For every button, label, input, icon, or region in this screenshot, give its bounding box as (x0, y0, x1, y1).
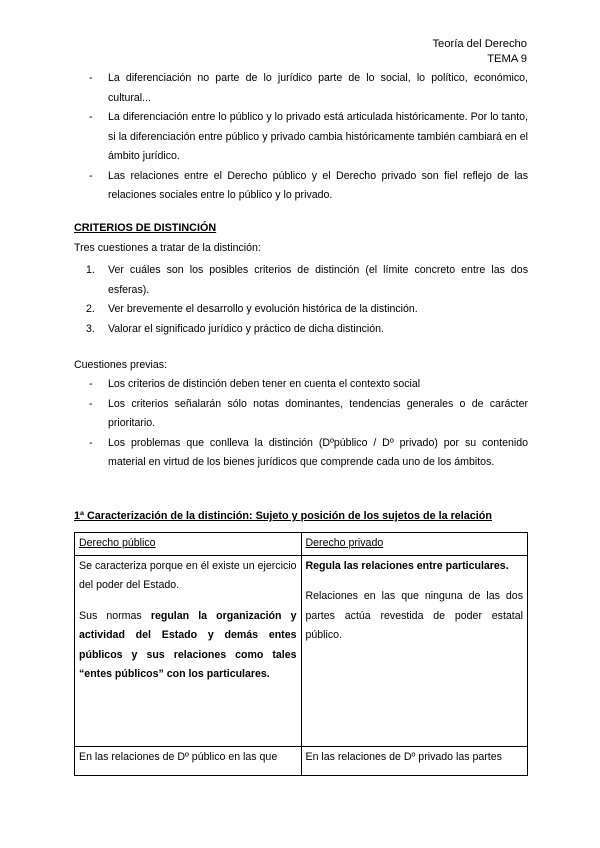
previas-lead: Cuestiones previas: (74, 359, 168, 371)
header-topic: TEMA 9 (487, 53, 527, 65)
table-row (75, 555, 528, 746)
private-law-cell (301, 555, 528, 746)
table-header-row (75, 533, 528, 556)
header-course: Teoría del Derecho (432, 38, 527, 50)
numbered-list (74, 261, 528, 339)
list-item: 1. Ver cuáles son los posibles criterios de distinción (el límite concreto entre las dos esferas). (86, 264, 528, 296)
table-title: 1ª Caracterización de la distinción: Sujeto y posición de los sujetos de la relación (74, 510, 492, 522)
list-item: - Los criterios de distinción deben tener en cuenta el contexto social (89, 378, 421, 390)
list-item: - Los criterios señalarán sólo notas dominantes, tendencias generales o de carácter prioritario. (89, 397, 528, 429)
column-header-public: Derecho público (75, 533, 302, 556)
section-lead: Tres cuestiones a tratar de la distinción: (74, 242, 261, 254)
previas-bullet-list (74, 375, 528, 473)
page-header (432, 37, 527, 67)
intro-bullet-list (74, 69, 528, 206)
section-title: CRITERIOS DE DISTINCIÓN (74, 222, 217, 234)
public-law-definition: Se caracteriza porque en él existe un ejercicio del poder del Estado. (79, 559, 297, 591)
table-row (75, 746, 528, 775)
list-item: 2. Ver brevemente el desarrollo y evolución histórica de la distinción. (86, 303, 418, 315)
public-law-cell (75, 555, 302, 746)
public-law-relations-cell: En las relaciones de Dº público en las que (75, 746, 302, 775)
list-item: - La diferenciación no parte de lo jurídico parte de lo social, lo político, económico, cultural... (89, 72, 528, 104)
public-law-norms: Sus normas regulan la organización y actividad del Estado y demás entes públicos y sus relaciones como tales “entes públicos” con los particulares. (79, 609, 297, 680)
list-item: - Los problemas que conlleva la distinción (Dºpúblico / Dº privado) por su contenido material en virtud de los bienes jurídicos que comprende cada uno de los ámbitos. (89, 436, 528, 468)
private-law-definition: Regula las relaciones entre particulares. (305, 559, 509, 572)
private-law-relations: Relaciones en las que ninguna de las dos partes actúa revestida de poder estatal público. (305, 590, 523, 641)
list-item: - Las relaciones entre el Derecho público y el Derecho privado son fiel reflejo de las relaciones sociales entre lo público y lo privado. (89, 169, 528, 201)
column-header-private: Derecho privado (301, 533, 528, 556)
list-item: 3. Valorar el significado jurídico y práctico de dicha distinción. (86, 322, 384, 335)
private-law-relations-cell: En las relaciones de Dº privado las partes (301, 746, 528, 775)
comparison-table (74, 532, 528, 776)
list-item: - La diferenciación entre lo público y lo privado está articulada históricamente. Por lo tanto, si la diferenciación entre público y privado cambia históricamente también cambiará en el ámbito jurídico. (89, 111, 528, 162)
